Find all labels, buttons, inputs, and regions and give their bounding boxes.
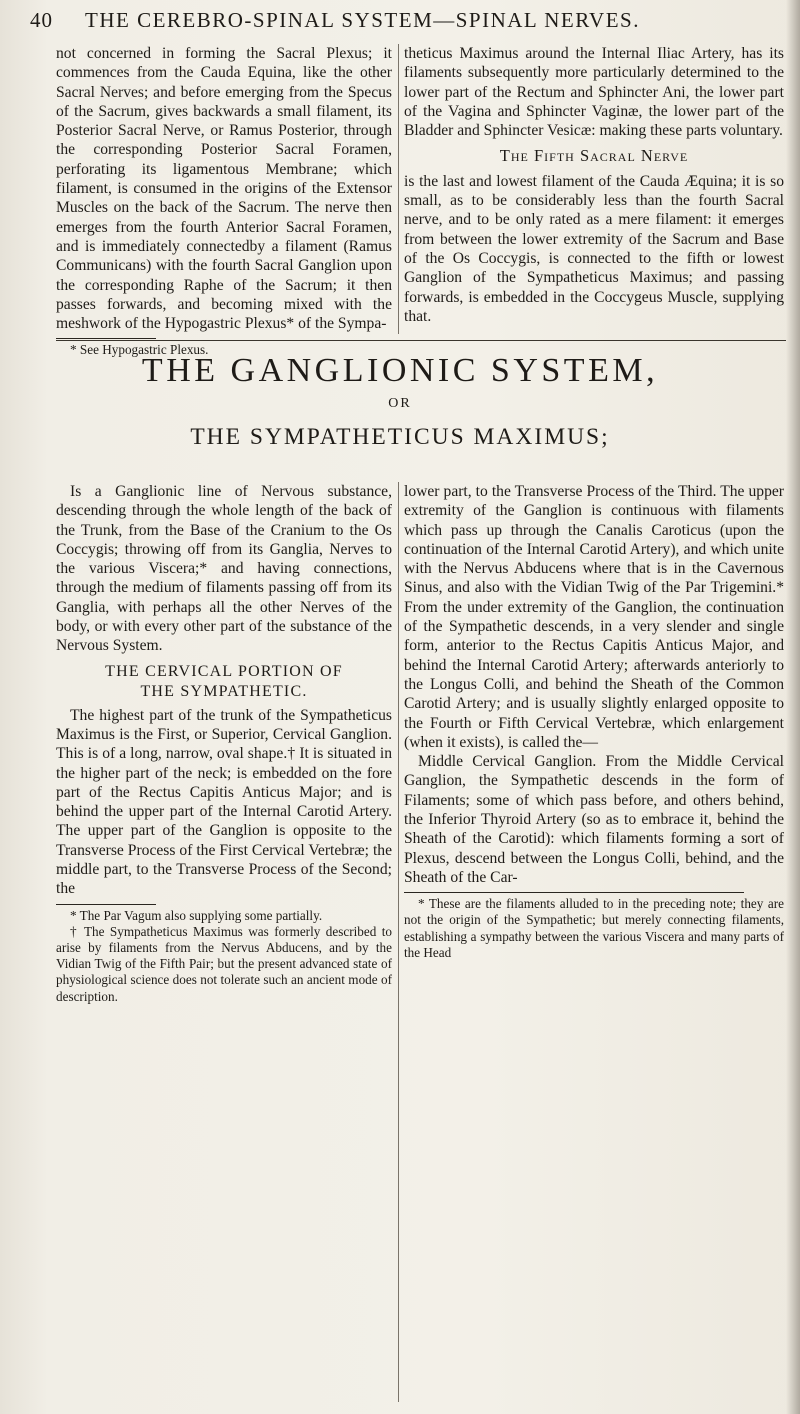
cervical-heading-line-1: THE CERVICAL PORTION OF — [105, 662, 343, 680]
page-number: 40 — [30, 8, 53, 32]
top-left-column — [56, 44, 392, 359]
fifth-sacral-paragraph: is the last and lowest filament of the Cauda Æquina; it is so small, as to be considerably less than the fourth Sacral nerve, and to be only rated as a mere filament: it emerges from between the lower extremity of the Sacrum and Base of the Os Coccygis, is connected to the fifth or lowest Ganglion of the Sympatheticus Maximus; and passing forwards, is embedded in the Coccygeus Muscle, supplying that. — [404, 172, 784, 325]
footnote-sympatheticus: † The Sympatheticus Maximus was formerly described to arise by filaments from the Nervus Abducens, and by the Vidian Twig of the Fifth Pair; but the present advanced state of physiological science does not tolerate such an ancient mode of description. — [56, 923, 392, 1004]
running-title: THE CEREBRO-SPINAL SYSTEM—SPINAL NERVES. — [85, 8, 640, 32]
running-head — [30, 6, 780, 40]
cervical-portion-heading — [56, 662, 392, 702]
middle-cervical-paragraph: Middle Cervical Ganglion. From the Middle Cervical Ganglion, the Sympathetic descends in the form of Filaments; some of which pass before, and others behind, the Inferior Thyroid Artery (so as to embrace it, behind the Sheath of the Carotid): which filaments forming a sort of Plexus, descend between the Longus Colli, behind, and the Sheath of the Car- — [404, 753, 784, 886]
main-title: THE GANGLIONIC SYSTEM, — [141, 352, 659, 389]
subtitle: THE SYMPATHETICUS MAXIMUS; — [190, 424, 610, 450]
page-edge-shadow — [786, 0, 800, 1414]
bottom-left-footnotes — [56, 908, 392, 1005]
section-rule — [56, 340, 786, 341]
footnote-filaments: * These are the filaments alluded to in the preceding note; they are not the origin of the Sympathetic; but merely connecting filaments, establishing a sympathy between the various Viscera and many parts of the Head — [404, 896, 784, 960]
fifth-sacral-heading: The Fifth Sacral Nerve — [499, 146, 689, 166]
top-right-paragraph: theticus Maximus around the Internal Iliac Artery, has its filaments subsequently more particularly determined to the lower part of the Rectum and Sphincter Ani, the lower part of the Vagina and Sphincter Vaginæ, the lower part of the Bladder and Sphincter Vesicæ: making these parts voluntary. — [404, 45, 784, 140]
bottom-right-column — [404, 482, 784, 961]
title-or: OR — [388, 396, 412, 411]
cervical-heading-line-2: THE SYMPATHETIC. — [140, 682, 308, 700]
column-divider-bottom — [398, 482, 399, 1402]
column-divider-top — [398, 44, 399, 334]
cervical-continuation-paragraph: lower part, to the Transverse Process of the Third. The upper extremity of the Ganglion is continuous with filaments which pass up through the Canalis Caroticus (upon the continuation of the Internal Carotid Artery), and which unite with the Nervus Abducens where that is in the Cavernous Sinus, and also with the Vidian Twig of the Par Trigemini.* From the under extremity of the Ganglion, the continuation of the Sympathetic descends, in a very slender and single form, anterior to the Rectus Capitis Anticus Major, and behind the Internal Carotid Artery; afterwards anteriorly to the Longus Colli, and behind the Sheath of the Common Carotid Artery; and is usually slightly enlarged opposite to the Fourth or Fifth Cervical Vertebræ, which enlargement (when it exists), is called the— — [404, 483, 784, 751]
bottom-left-column — [56, 482, 392, 1005]
footnote-hypogastric: * See Hypogastric Plexus. — [70, 342, 209, 358]
footnote-rule-bottom-right — [404, 892, 744, 893]
top-left-paragraph: not concerned in forming the Sacral Plexus; it commences from the Cauda Equina, like the other Sacral Nerves; and before emerging from the Specus of the Sacrum, gives backwards a small filament, its Posterior Sacral Nerve, or Ramus Posterior, through the corresponding Posterior Sacral Foramen, perforating its ligamentous Membrane; which filament, is consumed in the origins of the Extensor Muscles on the back of the Sacrum. The nerve then emerges from the fourth Anterior Sacral Foramen, and is immediately connectedby a filament (Ramus Communicans) with the fourth Sacral Ganglion upon the corresponding Raphe of the Sacrum; it then passes forwards, and becoming mixed with the meshwork of the Hypogastric Plexus* of the Sympa- — [56, 45, 392, 333]
footnote-par-vagum: * The Par Vagum also supplying some partially. — [70, 907, 323, 923]
superior-cervical-paragraph: The highest part of the trunk of the Sympatheticus Maximus is the First, or Superior, Cervical Ganglion. This is of a long, narrow, oval shape.† It is situated in the higher part of the neck; is embedded on the fore part of the Rectus Capitis Anticus Major; and is behind the upper part of the Internal Carotid Artery. The upper part of the Ganglion is opposite to the Transverse Process of the First Cervical Vertebræ; the middle part, to the Transverse Process of the Second; the — [56, 706, 392, 898]
top-right-column — [404, 44, 784, 326]
ganglionic-intro: Is a Ganglionic line of Nervous substance, descending through the whole length of the back of the Trunk, from the Base of the Cranium to the Os Coccygis; throwing off from its Ganglia, Nerves to the various Viscera;* and having connections, through the medium of filaments passing off from its Ganglia, with perhaps all the other Nerves of the body, or with every other part of the substance of the Nervous System. — [56, 483, 392, 655]
bottom-right-footnote — [404, 896, 784, 961]
footnote-rule-bottom-left — [56, 904, 156, 905]
